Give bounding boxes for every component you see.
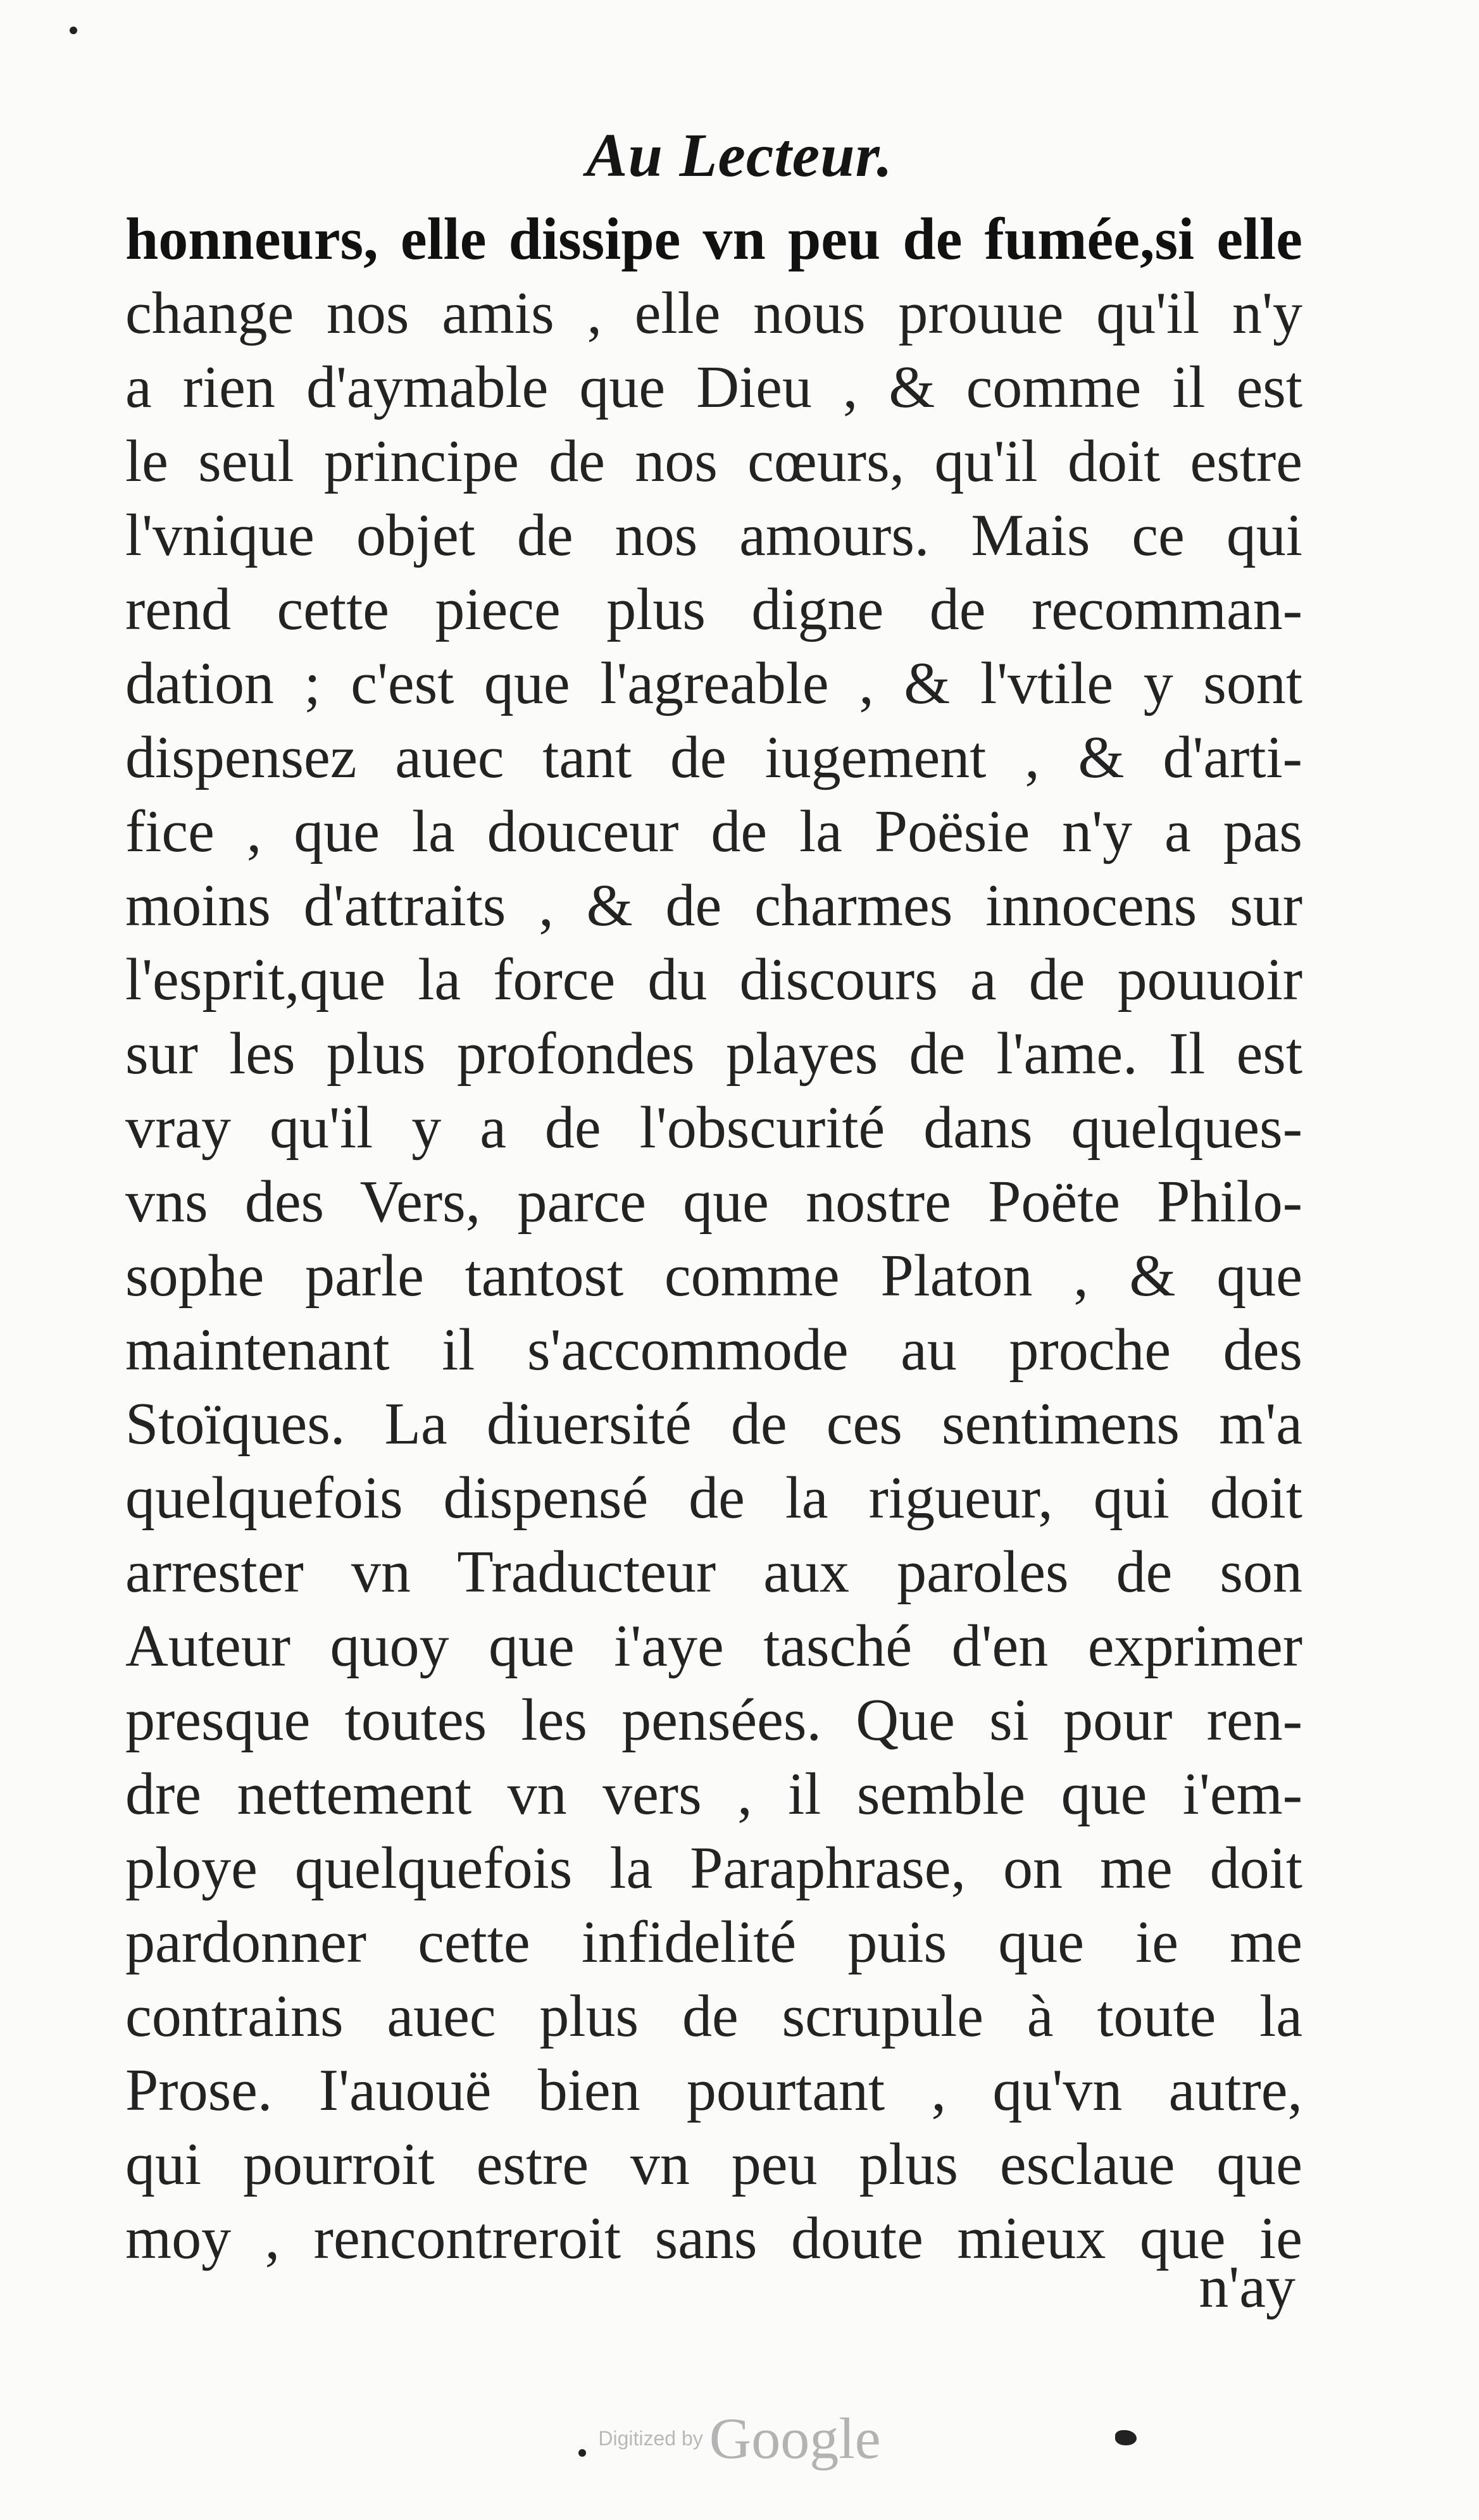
- text-line: moins d'attraits , & de charmes innocens sur: [125, 873, 1302, 939]
- text-line: Auteur quoy que i'aye tasché d'en exprimer: [125, 1613, 1302, 1679]
- text-line: rend cette piece plus digne de recomman-: [125, 577, 1302, 642]
- catchword: n'ay: [1199, 2254, 1295, 2320]
- google-logo: Google: [709, 2406, 881, 2471]
- watermark-prefix: Digitized by: [598, 2426, 703, 2450]
- text-line: honneurs, elle dissipe vn peu de fumée,si elle: [125, 206, 1302, 272]
- digitized-by-google-watermark: [0, 2405, 1479, 2472]
- text-line: quelquefois dispensé de la rigueur, qui doit: [125, 1465, 1302, 1531]
- text-line: sophe parle tantost comme Platon , & que: [125, 1243, 1302, 1309]
- text-line: vray qu'il y a de l'obscurité dans quelques-: [125, 1095, 1302, 1161]
- text-line: qui pourroit estre vn peu plus esclaue que: [125, 2131, 1302, 2197]
- text-line: dispensez auec tant de iugement , & d'arti-: [125, 725, 1302, 790]
- text-line: dation ; c'est que l'agreable , & l'vtile y sont: [125, 651, 1302, 716]
- text-line: maintenant il s'accommode au proche des: [125, 1317, 1302, 1383]
- text-line: sur les plus profondes playes de l'ame. Il est: [125, 1021, 1302, 1087]
- text-line: fice , que la douceur de la Poësie n'y a pas: [125, 799, 1302, 864]
- ink-speck: [578, 2449, 586, 2457]
- text-line: dre nettement vn vers , il semble que i'em-: [125, 1761, 1302, 1827]
- text-line: Stoïques. La diuersité de ces sentimens m'a: [125, 1391, 1302, 1457]
- text-line: ploye quelquefois la Paraphrase, on me doit: [125, 1835, 1302, 1901]
- text-line: pardonner cette infidelité puis que ie me: [125, 1909, 1302, 1975]
- ink-blot: [1115, 2430, 1137, 2445]
- text-line: change nos amis , elle nous prouue qu'il n'y: [125, 280, 1302, 346]
- body-text: [125, 203, 1302, 2276]
- text-line: le seul principe de nos cœurs, qu'il doit estre: [125, 428, 1302, 494]
- text-line: moy , rencontreroit sans doute mieux que ie: [125, 2205, 1302, 2271]
- text-line: arrester vn Traducteur aux paroles de son: [125, 1539, 1302, 1605]
- text-line: l'esprit,que la force du discours a de pouuoir: [125, 947, 1302, 1013]
- running-head: Au Lecteur.: [586, 122, 893, 190]
- text-line: Prose. I'auouë bien pourtant , qu'vn autre,: [125, 2057, 1302, 2123]
- text-line: vns des Vers, parce que nostre Poëte Philo-: [125, 1169, 1302, 1235]
- text-line: presque toutes les pensées. Que si pour ren-: [125, 1687, 1302, 1753]
- text-line: contrains auec plus de scrupule à toute la: [125, 1983, 1302, 2049]
- text-line: a rien d'aymable que Dieu , & comme il est: [125, 354, 1302, 420]
- text-line: l'vnique objet de nos amours. Mais ce qui: [125, 502, 1302, 568]
- ink-speck: [70, 27, 77, 34]
